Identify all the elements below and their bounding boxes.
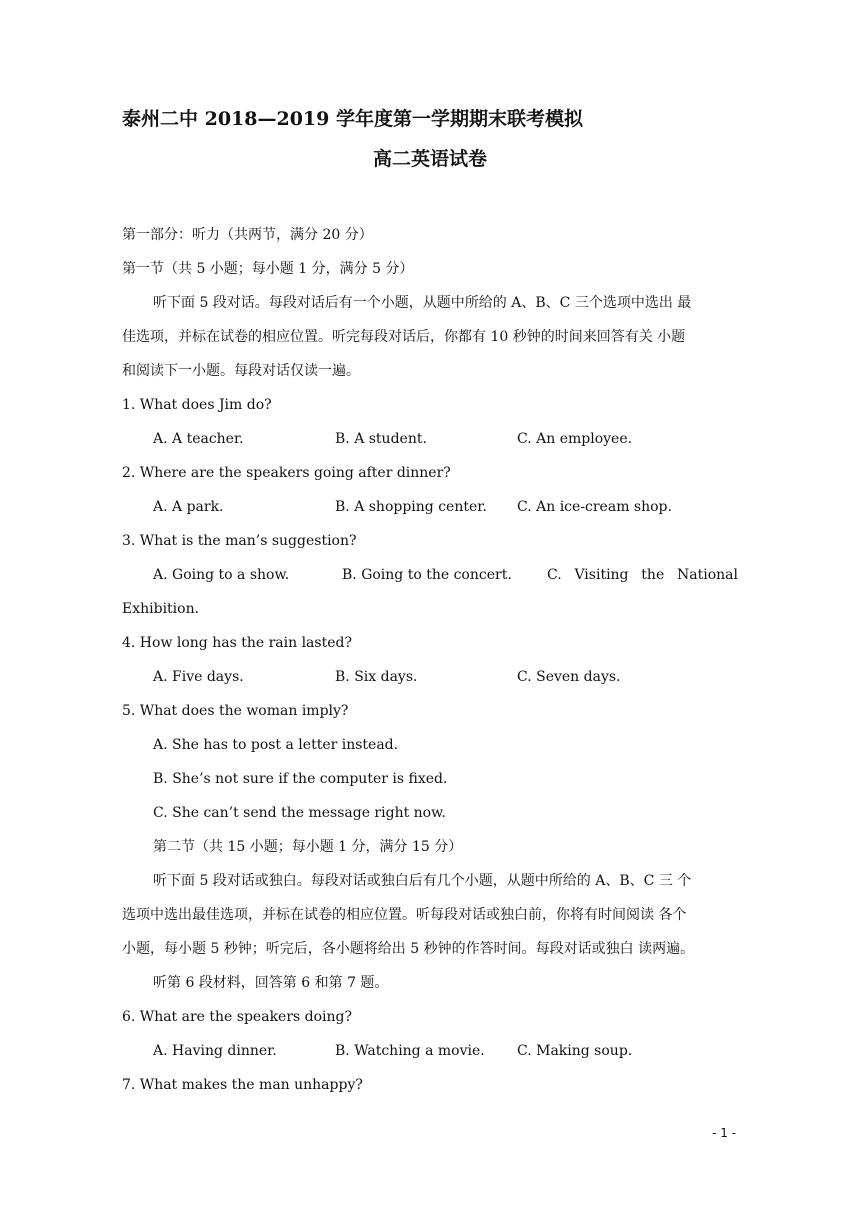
option-a[interactable]: A. She has to post a letter instead. — [153, 737, 399, 753]
option-b[interactable]: B. She’s not sure if the computer is fixed. — [153, 771, 448, 787]
question-1-options — [122, 422, 738, 456]
option-c[interactable]: C. An ice-cream shop. — [517, 499, 672, 515]
option-b[interactable]: B. Watching a movie. — [335, 1043, 485, 1059]
exam-subtitle: 高二英语试卷 — [372, 148, 487, 170]
option-a[interactable]: A. Having dinner. — [153, 1043, 277, 1059]
section2-instruction-line: 小题，每小题 5 秒钟；听完后，各小题将给出 5 秒钟的作答时间。每段对话或独白 读两遍。 — [122, 941, 695, 957]
option-a[interactable]: A. A park. — [153, 499, 224, 515]
question-2-options — [122, 490, 738, 524]
section1-heading: 第一节（共 5 小题；每小题 1 分，满分 5 分） — [122, 261, 414, 277]
section1-instruction-line: 佳选项，并标在试卷的相应位置。听完每段对话后，你都有 10 秒钟的时间来回答有关 小题 — [122, 329, 686, 345]
question-5-stem: 5. What does the woman imply? — [122, 703, 349, 719]
section2-instruction-line: 选项中选出最佳选项，并标在试卷的相应位置。听每段对话或独白前，你将有时间阅读 各个 — [122, 907, 687, 923]
option-c[interactable]: C. An employee. — [517, 431, 633, 447]
question-3-options — [122, 558, 738, 592]
page-number: - 1 - — [712, 1126, 736, 1140]
option-a[interactable]: A. Five days. — [153, 669, 244, 685]
option-c[interactable]: C. Making soup. — [517, 1043, 633, 1059]
option-c[interactable]: C. She can’t send the message right now. — [153, 805, 446, 821]
question-6-options — [122, 1034, 738, 1068]
option-c[interactable] — [547, 558, 738, 592]
option-a[interactable]: A. Going to a show. — [153, 567, 290, 583]
part1-heading: 第一部分：听力（共两节，满分 20 分） — [122, 227, 373, 243]
question-4-stem: 4. How long has the rain lasted? — [122, 635, 352, 651]
section1-instruction-line: 听下面 5 段对话。每段对话后有一个小题，从题中所给的 A、B、C 三个选项中选出 最 — [153, 295, 692, 311]
option-c-continuation: Exhibition. — [122, 601, 200, 617]
section1-instruction-line: 和阅读下一小题。每段对话仅读一遍。 — [122, 363, 360, 379]
option-b[interactable]: B. A shopping center. — [335, 499, 487, 515]
exam-body — [122, 218, 738, 1102]
question-3-stem: 3. What is the man’s suggestion? — [122, 533, 357, 549]
option-c-word: Visiting — [574, 567, 629, 583]
option-c-word: C. — [547, 567, 562, 583]
section2-heading: 第二节（共 15 小题；每小题 1 分，满分 15 分） — [153, 839, 463, 855]
question-2-stem: 2. Where are the speakers going after dinner? — [122, 465, 451, 481]
option-b[interactable]: B. A student. — [335, 431, 427, 447]
option-c-word: National — [677, 567, 738, 583]
question-1-stem: 1. What does Jim do? — [122, 397, 272, 413]
option-b[interactable]: B. Six days. — [335, 669, 418, 685]
option-a[interactable]: A. A teacher. — [153, 431, 244, 447]
question-4-options — [122, 660, 738, 694]
question-6-stem: 6. What are the speakers doing? — [122, 1009, 353, 1025]
option-c[interactable]: C. Seven days. — [517, 669, 621, 685]
question-7-stem: 7. What makes the man unhappy? — [122, 1077, 363, 1093]
option-b[interactable]: B. Going to the concert. — [342, 567, 512, 583]
option-c-word: the — [641, 567, 665, 583]
exam-title: 泰州二中 2018—2019 学年度第一学期期末联考模拟 — [122, 108, 583, 130]
material-note: 听第 6 段材料，回答第 6 和第 7 题。 — [153, 975, 389, 991]
section2-instruction-line: 听下面 5 段对话或独白。每段对话或独白后有几个小题，从题中所给的 A、B、C 三 个 — [153, 873, 692, 889]
